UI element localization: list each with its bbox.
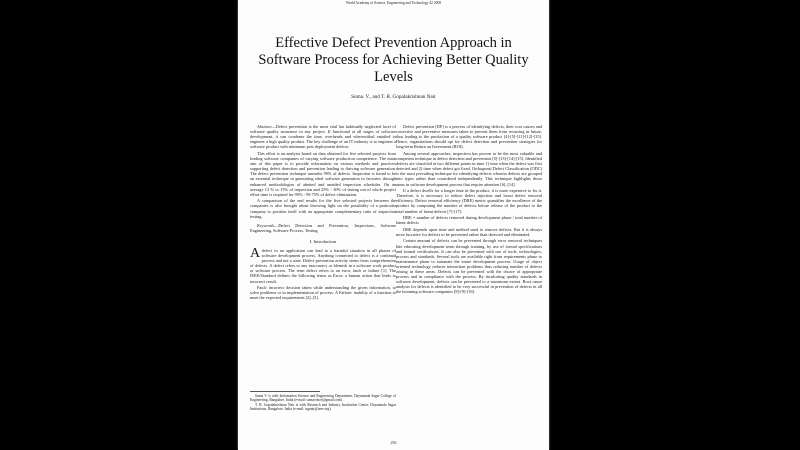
keywords-label: Keywords [257,222,275,228]
left-column [250,124,396,302]
body-para: Defect prevention [DP] is a process of identifying defects, their root causes and corrective and preventive measures taken to prevent them from recurring in future, thus leading to the production of a quality software product [4]-[5]-[11]-[12]-[15]. Hence, organizations should opt for defect detection and prevention strategies for long-term Return on Investment (ROI). [396,124,542,150]
right-column [396,124,542,296]
abstract-text: —Defect prevention is the most vital but habitually neglected facet of software quality assurance in any project. If functional at all stages of software development, it can condense the time, overheads and wherewithal entailed to engineer a high quality product. The key challenge of an IT industry is to engineer a software product with minimum post deployment defects. [250,124,396,150]
footnote: Suma V. is with Information Science and Engineering Department, Dayananda Sagar College of Engineering, Bangalore, India (e-mail: sumavdsce@gmail.com). [250,394,396,403]
page-number: 256 [390,441,397,445]
running-header: World Academy of Science, Engineering and Technology 42 2008 [345,1,442,5]
intro-para [250,248,396,284]
body-para: Among several approaches, inspection has proven to be the most valuable and competent technique in defect detection and prevention [5]-[13]-[14]-[15]. Identified defects are classified at two different points in time 1) time when the defect was first detected and 2) time when defect got fixed. Orthogonal Defect Classification (ODC) is the most prevailing technique for identifying defects wherein defects are grouped into types rather than considered independently. This technique highlights those areas in software development process that require attention [6]–[14]. [396,150,542,187]
abstract-para: A comparison of the end results for the five selected projects between the companies is also brought about throwing light on the possibility of a particular company to position itself with an appropriate complementary ratio of inspection testing. [250,198,396,219]
paper-title: Effective Defect Prevention Approach in Software Process for Achieving Better Quality Levels [258,35,529,85]
abstract-para [250,124,396,149]
abstract-para: This effort is an analysis based on data obtained for five selected projects from leading software companies of varying software production competence. The main aim of this paper is to provide information on various methods and practices supporting defect detection and prevention leading to thriving software generation. The defect prevention technique unearths 99% of defects. Inspection is found to be an essential technique in generating ideal software generation in factories through enhanced methodologies of abetted and unaided inspection schedules. On an average 13 % to 15% of inspection and 25% - 30% of testing out of whole project effort time is required for 99% - 99.75% of defect elimination. [250,150,396,197]
footnote-rule [250,391,320,392]
authors: Suma. V., and T. R. Gopalakrishnan Nair [351,94,436,100]
intro-text: defect in an application can lead to a harmful situation in all phases of software development process. Anything connected to defect is a continual process and not a state. Defect prevention activity stems from comprehension of defects. A defect refers to any inaccuracy or blemish in a software work product or software process. The term defect refers to an error, fault or failure [1]. The IEEE/Standard defines the following terms as Error: a human action that leads to incorrect result. [250,247,396,284]
drop-cap: A [250,246,261,262]
body-para: If a defect dwells for a longer time in the product, it is more expensive to fix it. Therefore, it is necessary to reduce defect injection and boost defect removal efficiency. Defect removal efficiency (DRE) metric quantifies the excellence of the product by computing the number of defects before release of the product to the total number of latent defects [7]-[17]. [396,188,542,214]
keywords-para [250,223,396,233]
body-para: Certain amount of defects can be prevented through error removal techniques like educating development team through training, by use of formal specifications and formal verifications. It can also be prevented with use of tools, technologies, process and standards. Several tools are available right from requirements phase to maintenance phase to automate the entire development process. Usage of object oriented technology reduces interaction problems thus reducing number of defects arising in these areas. Defects can be prevented with the choice of appropriate process and in compliance with the process. By inculcating quality standards in software development, defects can be prevented to a maximum extent. Root cause analysis for defects is identified to be very successful in prevention of defects in all the booming software companies [8]-[9]-[16]. [396,238,542,295]
footnote: T. R. Gopalakrishnan Nair is with Research and Industry Incubation Center, Dayananda Sagar Institutions, Bangalore, India (e-mail: trgnair@ieee.org). [250,402,396,411]
abstract-label: Abstract [257,124,272,129]
dre-formula: DRE = number of defects removed during development phase / total number of latent defects [396,215,542,226]
pdf-page [238,0,549,450]
footnotes [250,391,396,411]
body-para: DRE depends upon time and method used to remove defects. But it is always more lucrative for defects to be prevented rather than detected and eliminated. [396,226,542,237]
section-heading: I. Introduction [309,238,337,244]
intro-para: Fault: incorrect decision taken while understanding the given information, to solve problems or in implementation of process. A Failure: inability of a function to meet the expected requirements [2]–[3]. [250,285,396,301]
keywords-text: —Defect Detection and Prevention, Inspections, Software Engineering, Software Process, Testing. [250,222,396,233]
